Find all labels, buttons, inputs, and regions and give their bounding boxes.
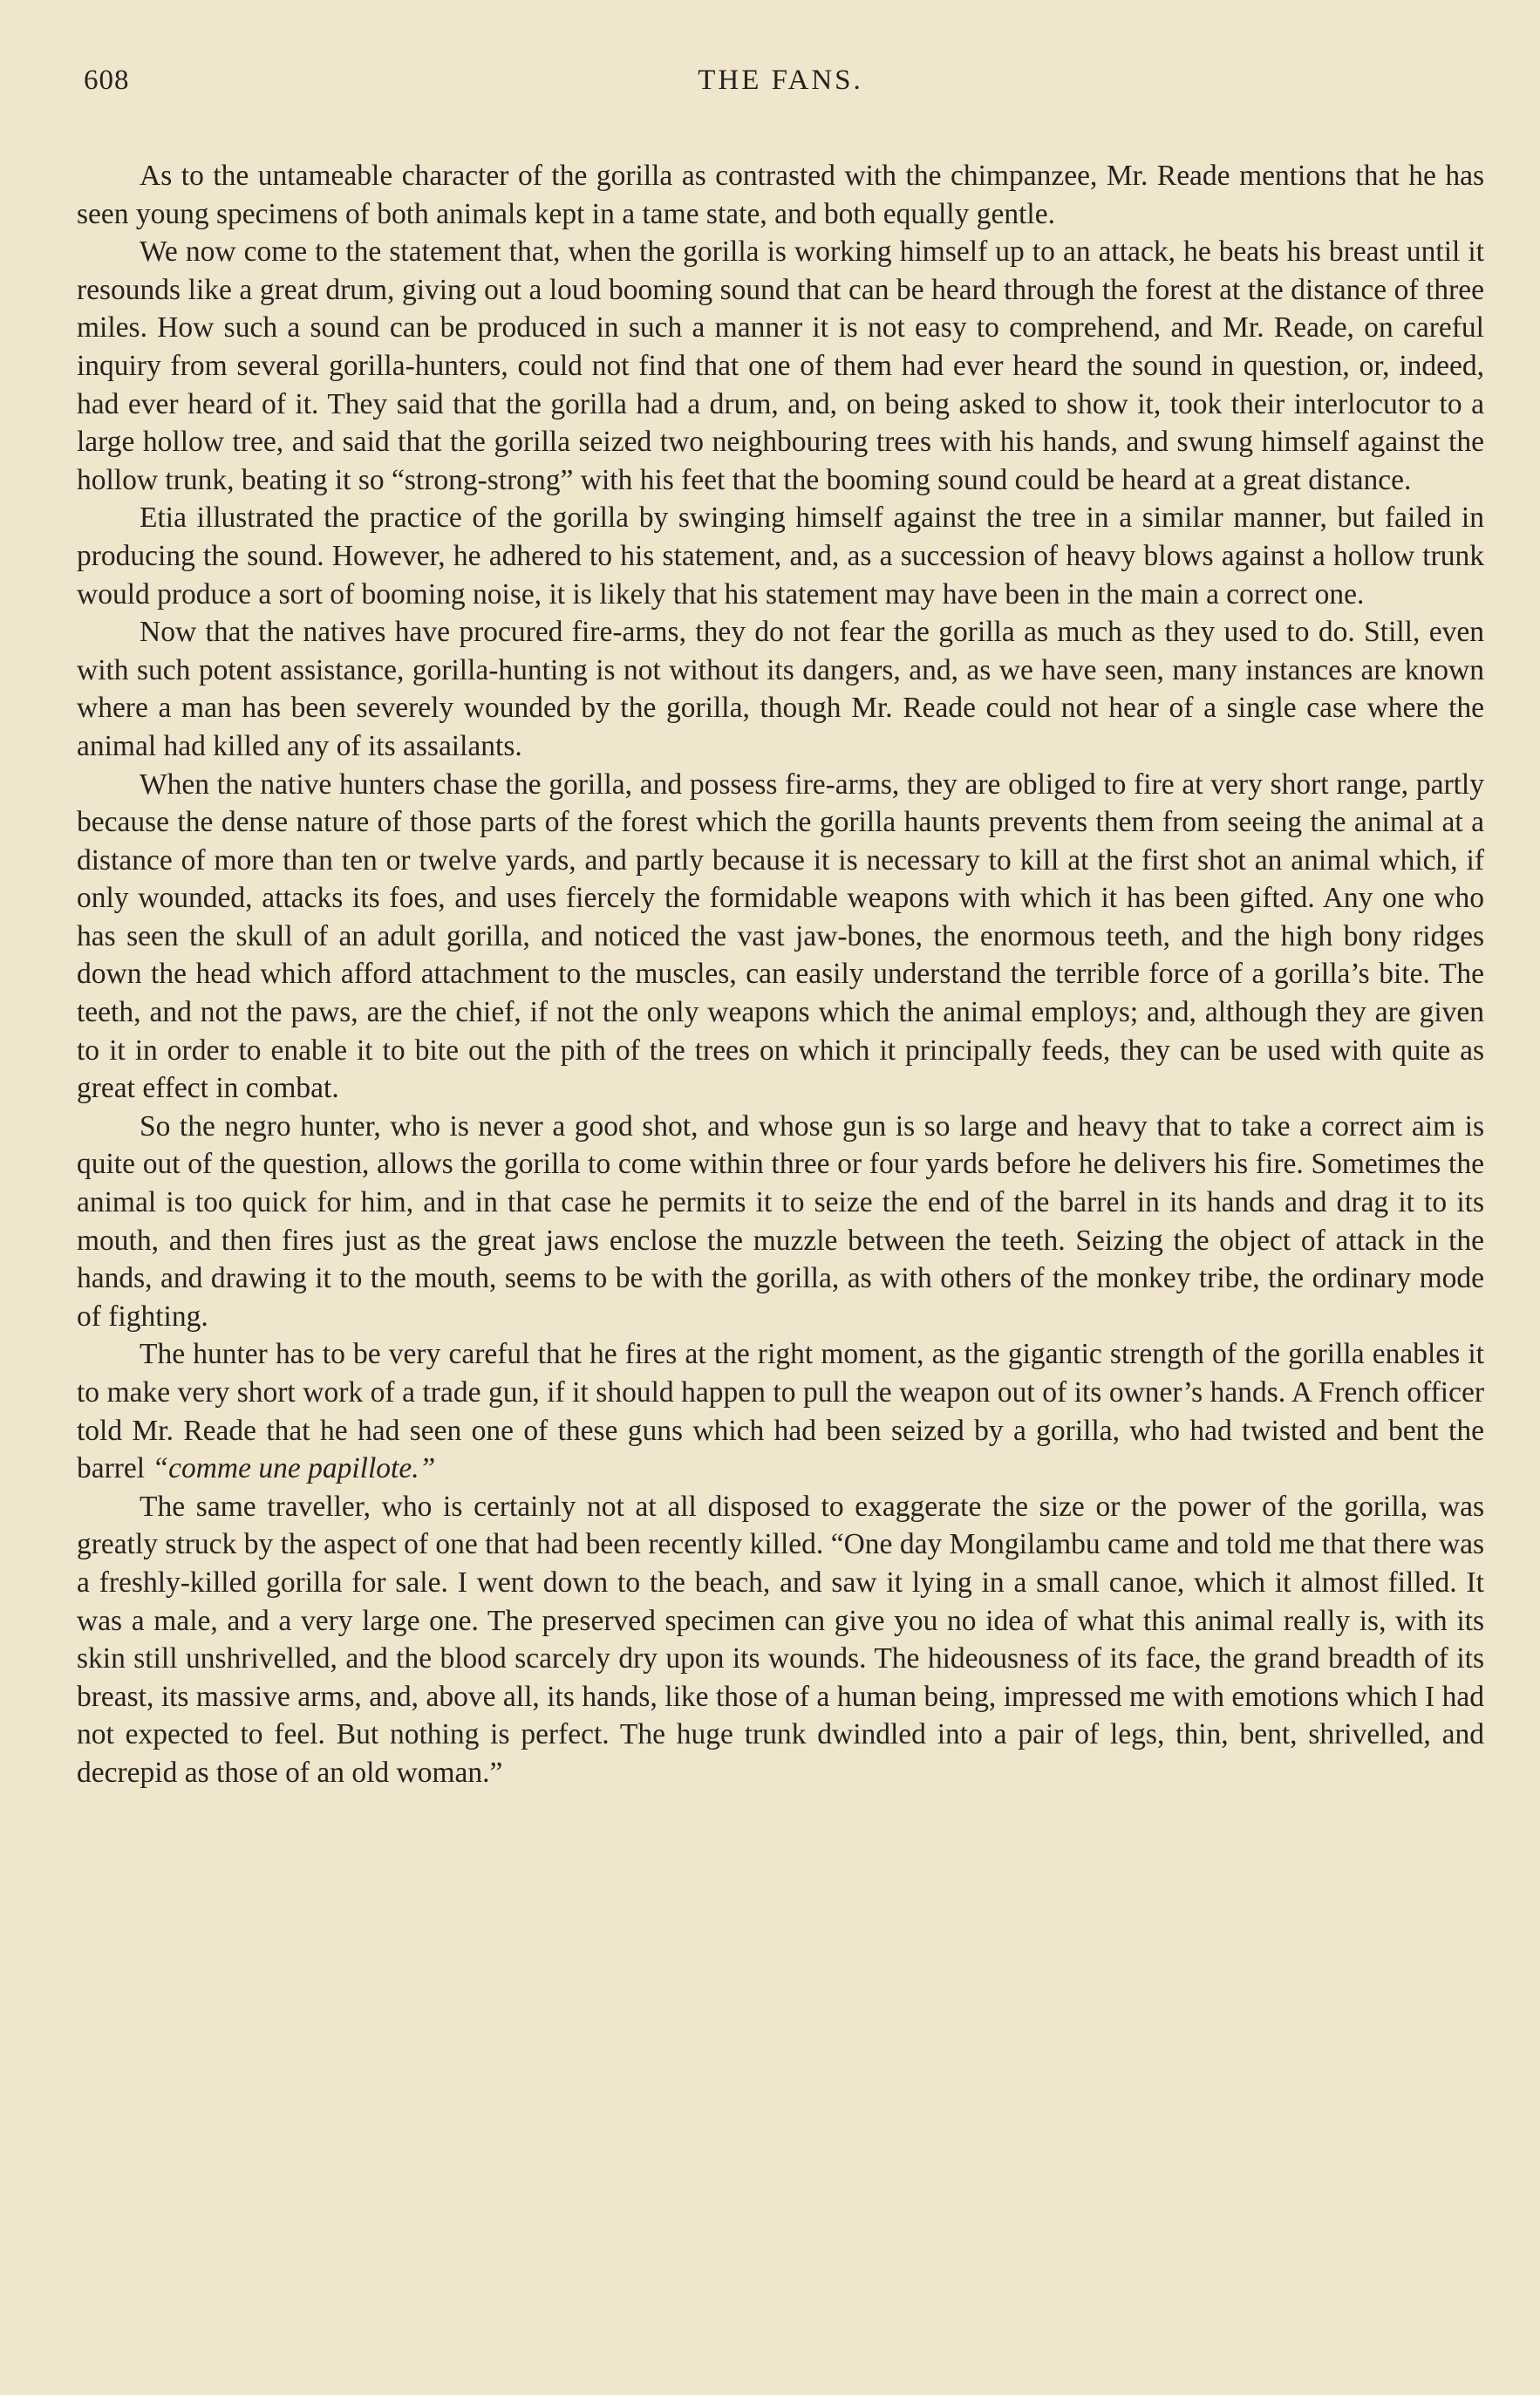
- paragraph-untameable: As to the untameable character of the gorilla as contrasted with the chimpanzee, Mr. Reade mentions that he has seen young specimens of both animals kept in a tame state, and both equally gentle.: [77, 160, 1484, 230]
- italic-phrase: “comme une papillote.”: [152, 1452, 436, 1485]
- paragraph-traveller: The same traveller, who is certainly not at all disposed to exaggerate the size or the power of the gorilla, was greatly struck by the aspect of one that had been recently killed. “One day Mongilambu came and told me that there was a freshly-killed gorilla for sale. I went down to the beach, and saw it lying in a small canoe, which it almost filled. It was a male, and a very large one. The preserved specimen can give you no idea of what this animal really is, with its skin still unshrivelled, and the blood scarcely dry upon its wounds. The hideousness of its face, the grand breadth of its breast, its massive arms, and, above all, its hands, like those of a human being, impressed me with emotions which I had not expected to feel. But nothing is perfect. The huge trunk dwindled into a pair of legs, thin, bent, shrivelled, and decrepid as those of an old woman.”: [77, 1490, 1484, 1789]
- book-page: [77, 65, 1484, 2367]
- paragraph-trade-gun-text: The hunter has to be very careful that he fires at the right moment, as the gigantic strength of the gorilla enables it to make very short work of a trade gun, if it should happen to pull the weapon out of its owner’s hands. A French officer told Mr. Reade that he had seen one of these guns which had been seized by a gorilla, who had twisted and bent the barrel: [77, 1338, 1484, 1485]
- paragraph-fire-arms: Now that the natives have procured fire-arms, they do not fear the gorilla as much as they used to do. Still, even with such potent assistance, gorilla-hunting is not without its dangers, and, as we have seen, many instances are known where a man has been severely wounded by the gorilla, though Mr. Reade could not hear of a single case where the animal had killed any of its assailants.: [77, 616, 1484, 762]
- paragraph-breast-beating: We now come to the statement that, when the gorilla is working himself up to an attack, he beats his breast until it resounds like a great drum, giving out a loud booming sound that can be heard through the forest at the distance of three miles. How such a sound can be produced in such a manner it is not easy to comprehend, and Mr. Reade, on careful inquiry from several gorilla-hunters, could not find that one of them had ever heard the sound in question, or, indeed, had ever heard of it. They said that the gorilla had a drum, and, on being asked to show it, took their interlocutor to a large hollow tree, and said that the gorilla seized two neighbouring trees with his hands, and swung himself against the hollow trunk, beating it so “strong-strong” with his feet that the booming sound could be heard at a great distance.: [77, 235, 1484, 496]
- page-header: [77, 65, 1484, 112]
- paragraph-native-hunters: When the native hunters chase the gorilla, and possess fire-arms, they are obliged to fire at very short range, partly because the dense nature of those parts of the forest which the gorilla haunts prevents them from seeing the animal at a distance of more than ten or twelve yards, and partly because it is necessary to kill at the first shot an animal which, if only wounded, attacks its foes, and uses fiercely the formidable weapons with which it has been gifted. Any one who has seen the skull of an adult gorilla, and noticed the vast jaw-bones, the enormous teeth, and the high bony ridges down the head which afford attachment to the muscles, can easily understand the terrible force of a gorilla’s bite. The teeth, and not the paws, are the chief, if not the only weapons which the animal employs; and, although they are given to it in order to enable it to bite out the pith of the trees on which it principally feeds, they can be used with quite as great effect in combat.: [77, 768, 1484, 1105]
- body-text: [77, 157, 1484, 1792]
- paragraph-negro-hunter: So the negro hunter, who is never a good shot, and whose gun is so large and heavy that to take a correct aim is quite out of the question, allows the gorilla to come within three or four yards before he delivers his fire. Sometimes the animal is too quick for him, and in that case he permits it to seize the end of the barrel in its hands and drag it to its mouth, and then fires just as the great jaws enclose the muzzle between the teeth. Seizing the object of attack in the hands, and drawing it to the mouth, seems to be with the gorilla, as with others of the monkey tribe, the ordinary mode of fighting.: [77, 1109, 1484, 1333]
- paragraph-trade-gun: [77, 1335, 1484, 1487]
- paragraph-etia: Etia illustrated the practice of the gorilla by swinging himself against the tree in a similar manner, but failed in producing the sound. However, he adhered to his statement, and, as a succession of heavy blows against a hollow trunk would produce a sort of booming noise, it is likely that his statement may have been in the main a correct one.: [77, 502, 1484, 611]
- page-number: 608: [84, 65, 130, 96]
- running-head: THE FANS.: [698, 65, 863, 96]
